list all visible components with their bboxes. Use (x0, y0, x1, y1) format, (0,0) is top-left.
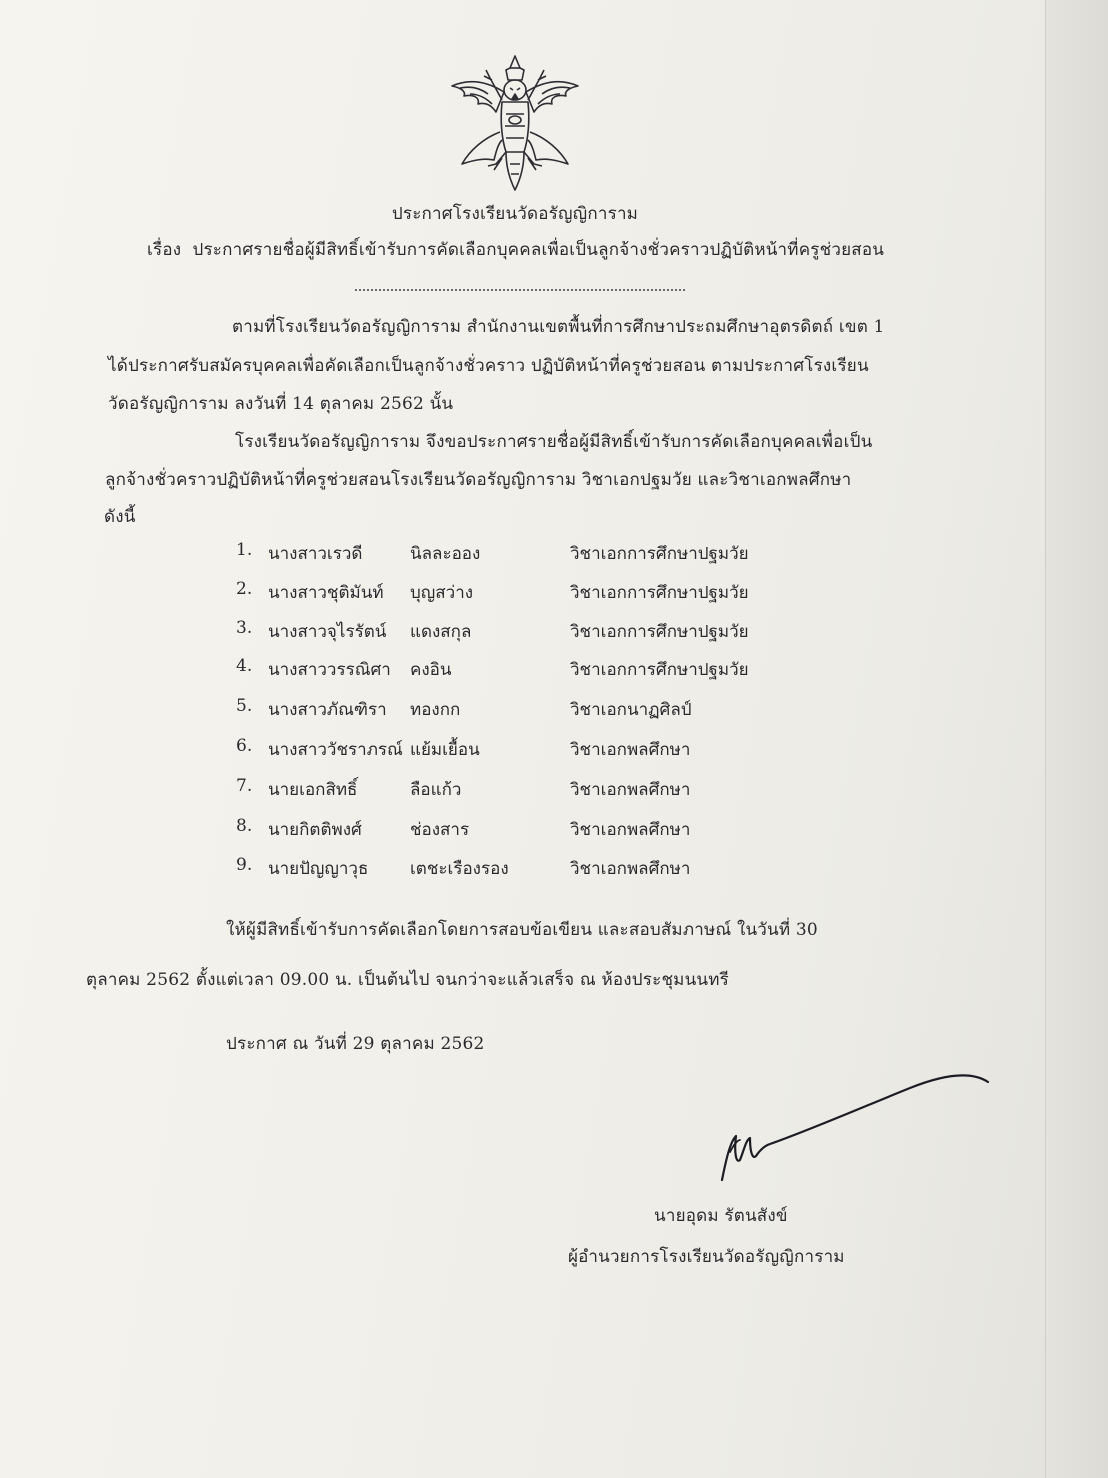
candidate-major: วิชาเอกการศึกษาปฐมวัย (570, 583, 749, 603)
item-number: 2. (236, 579, 253, 599)
subject-text: ประกาศรายชื่อผู้มีสิทธิ์เข้ารับการคัดเลือกบุคคลเพื่อเป็นลูกจ้างชั่วคราวปฏิบัติหน้าที่ครูช่วยสอน (192, 240, 885, 260)
candidate-major: วิชาเอกพลศึกษา (570, 780, 691, 800)
candidate-first-name: นางสาววรรณิศา (268, 660, 391, 680)
item-number: 3. (236, 618, 253, 638)
paragraph-1-line-3: วัดอรัญญิการาม ลงวันที่ 14 ตุลาคม 2562 นั้น (108, 394, 454, 414)
list-item (0, 696, 1108, 726)
candidate-major: วิชาเอกการศึกษาปฐมวัย (570, 660, 749, 680)
candidate-major: วิชาเอกพลศึกษา (570, 820, 691, 840)
signature-image (700, 1060, 1000, 1200)
candidate-last-name: บุญสว่าง (410, 583, 474, 603)
item-number: 1. (236, 540, 253, 560)
candidate-last-name: แดงสกุล (410, 622, 472, 642)
garuda-emblem-icon (440, 52, 590, 197)
paragraph-1-line-1: ตามที่โรงเรียนวัดอรัญญิการาม สำนักงานเขตพื้นที่การศึกษาประถมศึกษาอุตรดิตถ์ เขต 1 (232, 317, 885, 337)
candidate-major: วิชาเอกพลศึกษา (570, 740, 691, 760)
candidate-major: วิชาเอกนาฏศิลป์ (570, 700, 692, 720)
candidate-last-name: ช่องสาร (410, 820, 470, 840)
instructions-line-1: ให้ผู้มีสิทธิ์เข้ารับการคัดเลือกโดยการสอบข้อเขียน และสอบสัมภาษณ์ ในวันที่ 30 (226, 920, 818, 940)
candidate-first-name: นางสาวชุติมันท์ (268, 583, 384, 603)
item-number: 9. (236, 855, 253, 875)
signatory-name: นายอุดม รัตนสังข์ (654, 1206, 788, 1226)
list-item (0, 776, 1108, 806)
announcement-date: ประกาศ ณ วันที่ 29 ตุลาคม 2562 (226, 1034, 485, 1054)
candidate-major: วิชาเอกการศึกษาปฐมวัย (570, 622, 749, 642)
candidate-first-name: นางสาววัชราภรณ์ (268, 740, 403, 760)
candidate-major: วิชาเอกการศึกษาปฐมวัย (570, 544, 749, 564)
candidate-last-name: นิลละออง (410, 544, 481, 564)
item-number: 7. (236, 776, 253, 796)
item-number: 8. (236, 816, 253, 836)
candidate-last-name: ลือแก้ว (410, 780, 462, 800)
document-title: ประกาศโรงเรียนวัดอรัญญิการาม (391, 204, 639, 224)
signatory-position: ผู้อำนวยการโรงเรียนวัดอรัญญิการาม (568, 1247, 845, 1267)
candidate-major: วิชาเอกพลศึกษา (570, 859, 691, 879)
candidate-last-name: แย้มเยื้อน (410, 740, 480, 760)
candidate-first-name: นายปัญญาวุธ (268, 859, 369, 879)
list-item (0, 736, 1108, 766)
list-item (0, 618, 1108, 648)
instructions-line-2: ตุลาคม 2562 ตั้งแต่เวลา 09.00 น. เป็นต้นไป จนกว่าจะแล้วเสร็จ ณ ห้องประชุมนนทรี (86, 970, 729, 990)
subject-label: เรื่อง (147, 240, 182, 260)
item-number: 6. (236, 736, 253, 756)
item-number: 4. (236, 656, 253, 676)
paragraph-2-line-2: ลูกจ้างชั่วคราวปฏิบัติหน้าที่ครูช่วยสอนโรงเรียนวัดอรัญญิการาม วิชาเอกปฐมวัย และวิชาเอกพลศึกษา (105, 470, 852, 490)
paragraph-2-line-1: โรงเรียนวัดอรัญญิการาม จึงขอประกาศรายชื่อผู้มีสิทธิ์เข้ารับการคัดเลือกบุคคลเพื่อเป็น (235, 432, 873, 452)
list-item (0, 540, 1108, 570)
candidate-first-name: นางสาวเรวดี (268, 544, 363, 564)
candidate-first-name: นายเอกสิทธิ์ (268, 780, 358, 800)
paragraph-2-line-3: ดังนี้ (104, 507, 136, 527)
subject-line (147, 236, 884, 263)
candidate-first-name: นายกิตติพงศ์ (268, 820, 362, 840)
list-item (0, 656, 1108, 686)
candidate-last-name: เตชะเรืองรอง (410, 859, 509, 879)
list-item (0, 579, 1108, 609)
list-item (0, 816, 1108, 846)
dotted-separator (355, 289, 685, 291)
candidate-first-name: นางสาวจุไรรัตน์ (268, 622, 387, 642)
candidate-first-name: นางสาวภัณฑิรา (268, 700, 387, 720)
candidate-last-name: ทองกก (410, 700, 461, 720)
paragraph-1-line-2: ได้ประกาศรับสมัครบุคคลเพื่อคัดเลือกเป็นลูกจ้างชั่วคราว ปฏิบัติหน้าที่ครูช่วยสอน ตามประกาศโรงเรียน (108, 356, 869, 376)
list-item (0, 855, 1108, 885)
item-number: 5. (236, 696, 253, 716)
candidate-last-name: คงอิน (410, 660, 452, 680)
